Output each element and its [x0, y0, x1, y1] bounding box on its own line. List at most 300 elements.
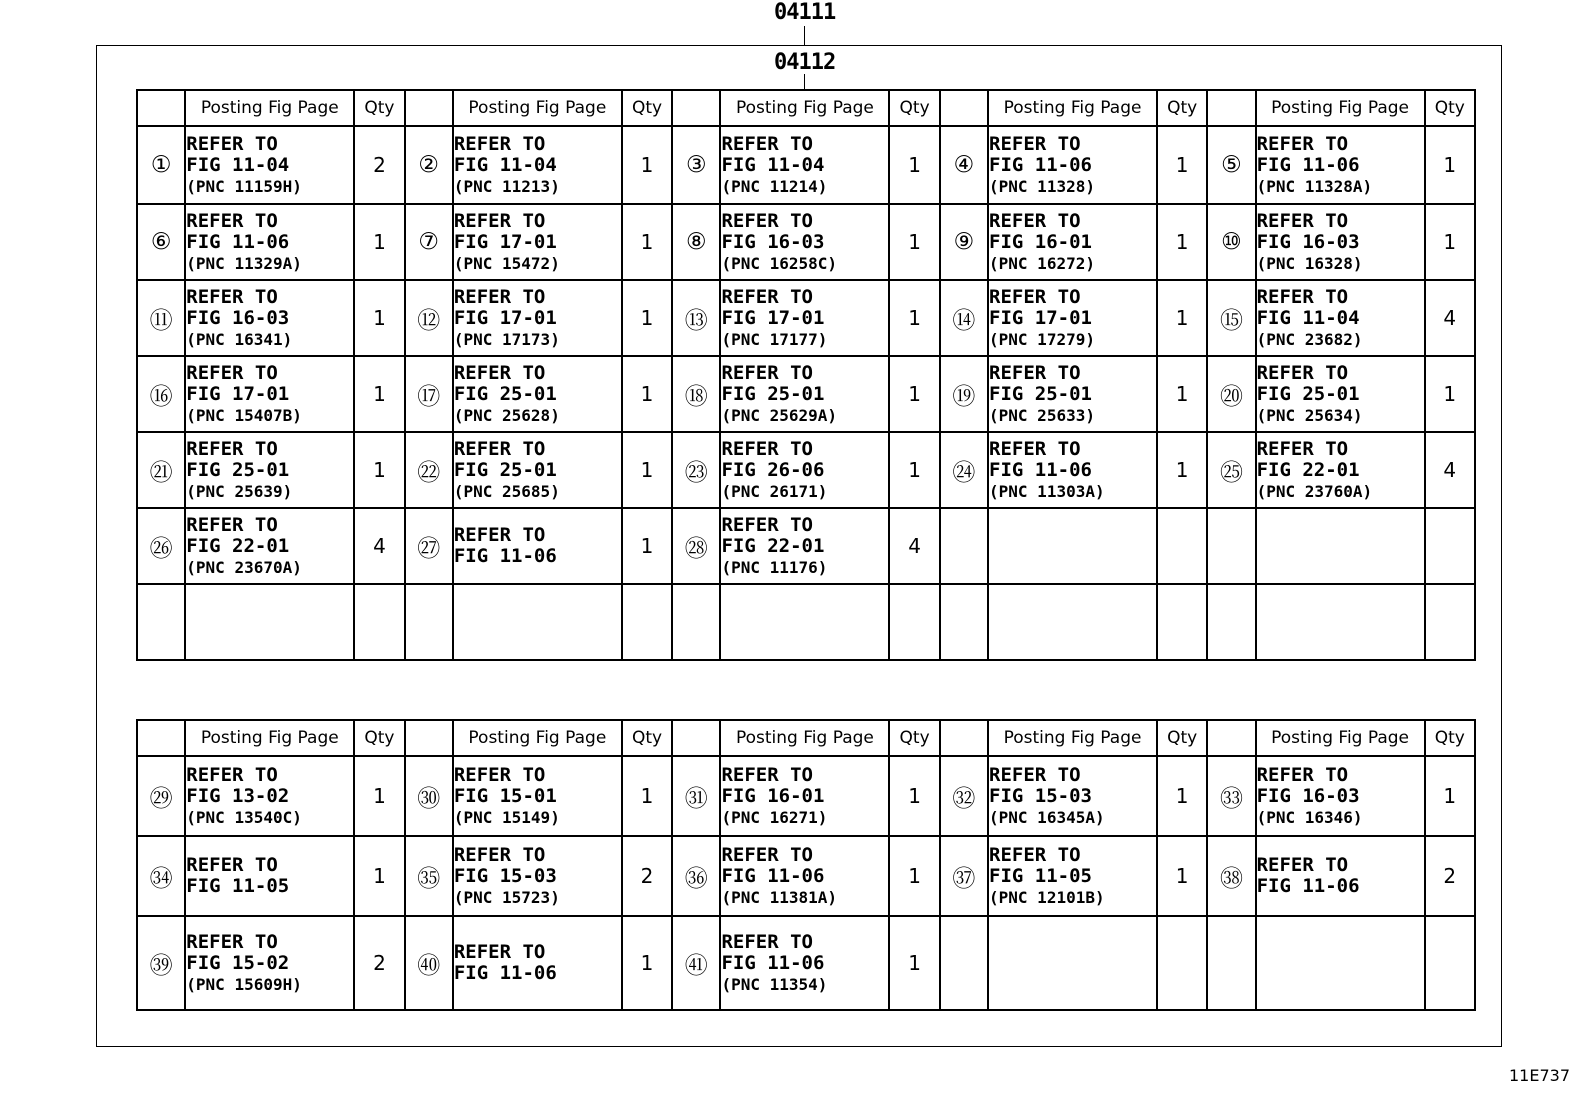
item-number: ㊴ — [137, 916, 185, 1010]
item-number: ㉔ — [940, 432, 988, 508]
item-number — [940, 508, 988, 584]
item-number: ⑧ — [672, 204, 720, 280]
refer-to-label: REFER TO — [186, 285, 278, 308]
refer-to-label: REFER TO — [1256, 132, 1349, 155]
refer-to-label: REFER TO — [721, 843, 813, 866]
fig-reference: FIG 11-06 — [186, 230, 290, 253]
item-number: ⑫ — [405, 280, 453, 356]
pnc-reference: (PNC 15609H) — [186, 974, 302, 994]
posting-reference — [453, 916, 622, 1010]
item-number: ④ — [940, 126, 988, 204]
posting-reference — [453, 280, 622, 356]
table-row — [137, 756, 1475, 836]
fig-reference: FIG 11-06 — [989, 458, 1092, 481]
posting-fig-page-header: Posting Fig Page — [720, 720, 889, 756]
qty-value — [889, 584, 939, 660]
posting-reference — [453, 508, 622, 584]
qty-value: 1 — [889, 356, 939, 432]
posting-reference — [1256, 756, 1425, 836]
posting-reference — [453, 836, 622, 916]
item-number — [137, 584, 185, 660]
qty-value: 4 — [354, 508, 404, 584]
posting-reference — [185, 280, 354, 356]
pnc-reference: (PNC 16346) — [1256, 807, 1363, 827]
refer-to-label: REFER TO — [989, 361, 1081, 384]
item-number: ㉙ — [137, 756, 185, 836]
posting-reference — [988, 432, 1157, 508]
pnc-reference: (PNC 25633) — [989, 405, 1095, 425]
pnc-reference: (PNC 23760A) — [1256, 481, 1373, 501]
refer-to-label: REFER TO — [721, 209, 813, 232]
number-header — [405, 720, 453, 756]
item-number — [940, 584, 988, 660]
item-number — [940, 916, 988, 1010]
posting-reference — [185, 126, 354, 204]
refer-to-label: REFER TO — [186, 513, 278, 536]
fig-reference: FIG 11-04 — [721, 153, 825, 176]
item-number: ⑱ — [672, 356, 720, 432]
qty-value — [1425, 916, 1475, 1010]
posting-reference — [1256, 126, 1425, 204]
pnc-reference: (PNC 23670A) — [186, 557, 302, 577]
pnc-reference: (PNC 13540C) — [186, 807, 302, 827]
pnc-reference: (PNC 16258C) — [721, 253, 838, 273]
fig-reference: FIG 17-01 — [453, 306, 557, 329]
pnc-reference: (PNC 16345A) — [989, 807, 1105, 827]
refer-to-label: REFER TO — [453, 763, 546, 786]
qty-value: 1 — [622, 204, 672, 280]
fig-reference: FIG 11-06 — [989, 153, 1092, 176]
qty-value: 1 — [1425, 356, 1475, 432]
qty-header: Qty — [1425, 720, 1475, 756]
fig-reference: FIG 15-03 — [453, 864, 557, 887]
callout-outer: 04111 — [774, 0, 836, 25]
qty-value: 1 — [889, 280, 939, 356]
qty-value — [1425, 508, 1475, 584]
item-number: ⑰ — [405, 356, 453, 432]
refer-to-label: REFER TO — [989, 285, 1081, 308]
qty-value: 1 — [354, 280, 404, 356]
refer-to-label: REFER TO — [721, 132, 813, 155]
posting-reference — [1256, 508, 1425, 584]
item-number: ㊶ — [672, 916, 720, 1010]
fig-reference: FIG 16-03 — [1256, 784, 1360, 807]
qty-value: 1 — [1425, 756, 1475, 836]
qty-value: 1 — [889, 756, 939, 836]
posting-reference — [185, 756, 354, 836]
pnc-reference: (PNC 12101B) — [989, 887, 1105, 907]
fig-reference: FIG 22-01 — [186, 534, 290, 557]
posting-reference — [453, 204, 622, 280]
refer-to-label: REFER TO — [453, 361, 546, 384]
posting-reference — [1256, 356, 1425, 432]
item-number: ㉜ — [940, 756, 988, 836]
qty-value: 1 — [354, 756, 404, 836]
posting-reference — [1256, 836, 1425, 916]
qty-value: 1 — [622, 356, 672, 432]
item-number: ㉛ — [672, 756, 720, 836]
qty-value: 4 — [889, 508, 939, 584]
item-number: ㊳ — [1207, 836, 1255, 916]
posting-reference — [453, 126, 622, 204]
fig-reference: FIG 11-06 — [1256, 875, 1360, 897]
qty-value: 1 — [1425, 126, 1475, 204]
pnc-reference: (PNC 17173) — [453, 329, 560, 349]
qty-value: 2 — [1425, 836, 1475, 916]
posting-fig-page-header: Posting Fig Page — [988, 90, 1157, 126]
qty-value: 1 — [354, 204, 404, 280]
pnc-reference: (PNC 11328A) — [1256, 176, 1373, 196]
table-row — [137, 508, 1475, 584]
refer-to-label: REFER TO — [186, 930, 278, 953]
pnc-reference: (PNC 16328) — [1256, 253, 1363, 273]
item-number: ② — [405, 126, 453, 204]
table-row — [137, 356, 1475, 432]
refer-to-label: REFER TO — [453, 285, 546, 308]
pnc-reference: (PNC 16272) — [989, 253, 1095, 273]
fig-reference: FIG 25-01 — [453, 458, 557, 481]
pnc-reference: (PNC 17177) — [721, 329, 828, 349]
refer-to-label: REFER TO — [989, 437, 1081, 460]
item-number: ⑨ — [940, 204, 988, 280]
posting-reference — [453, 584, 622, 660]
pnc-reference: (PNC 11159H) — [186, 176, 302, 196]
fig-reference: FIG 15-01 — [453, 784, 557, 807]
fig-reference: FIG 11-06 — [721, 951, 825, 974]
qty-value: 1 — [889, 126, 939, 204]
qty-value: 1 — [354, 356, 404, 432]
item-number: ㉖ — [137, 508, 185, 584]
refer-to-label: REFER TO — [453, 843, 546, 866]
qty-value: 1 — [889, 916, 939, 1010]
item-number: ⑪ — [137, 280, 185, 356]
item-number: ㉑ — [137, 432, 185, 508]
fig-reference: FIG 11-06 — [1256, 153, 1360, 176]
pnc-reference: (PNC 25634) — [1256, 405, 1363, 425]
item-number: ⑩ — [1207, 204, 1255, 280]
refer-to-label: REFER TO — [1256, 209, 1349, 232]
qty-value — [1157, 584, 1207, 660]
fig-reference: FIG 25-01 — [989, 382, 1092, 405]
qty-value — [354, 584, 404, 660]
number-header — [137, 720, 185, 756]
fig-reference: FIG 17-01 — [721, 306, 825, 329]
posting-fig-page-header: Posting Fig Page — [1256, 90, 1425, 126]
item-number: ㉒ — [405, 432, 453, 508]
item-number — [405, 584, 453, 660]
fig-reference: FIG 17-01 — [453, 230, 557, 253]
qty-value: 1 — [622, 756, 672, 836]
qty-value: 1 — [889, 204, 939, 280]
posting-reference — [720, 356, 889, 432]
qty-header: Qty — [354, 720, 404, 756]
fig-reference: FIG 11-05 — [989, 864, 1092, 887]
item-number: ⑳ — [1207, 356, 1255, 432]
qty-value — [1425, 584, 1475, 660]
posting-fig-page-header: Posting Fig Page — [453, 90, 622, 126]
number-header — [672, 720, 720, 756]
qty-header: Qty — [354, 90, 404, 126]
item-number: ㉗ — [405, 508, 453, 584]
qty-value: 1 — [354, 836, 404, 916]
fig-reference: FIG 11-06 — [721, 864, 825, 887]
item-number — [1207, 916, 1255, 1010]
item-number: ③ — [672, 126, 720, 204]
posting-reference — [988, 280, 1157, 356]
fig-reference: FIG 11-06 — [453, 962, 557, 984]
posting-reference — [720, 126, 889, 204]
item-number — [672, 584, 720, 660]
posting-reference — [988, 126, 1157, 204]
pnc-reference: (PNC 26171) — [721, 481, 828, 501]
posting-reference — [720, 508, 889, 584]
fig-reference: FIG 17-01 — [989, 306, 1092, 329]
item-number: ㉕ — [1207, 432, 1255, 508]
fig-reference: FIG 11-04 — [186, 153, 290, 176]
number-header — [405, 90, 453, 126]
posting-reference — [988, 508, 1157, 584]
number-header — [940, 90, 988, 126]
posting-reference — [988, 916, 1157, 1010]
refer-to-label: REFER TO — [186, 132, 278, 155]
qty-header: Qty — [889, 90, 939, 126]
posting-reference — [720, 756, 889, 836]
refer-to-label: REFER TO — [721, 361, 813, 384]
fig-reference: FIG 15-02 — [186, 951, 290, 974]
number-header — [672, 90, 720, 126]
qty-header: Qty — [1425, 90, 1475, 126]
posting-reference — [1256, 916, 1425, 1010]
posting-reference — [1256, 432, 1425, 508]
fig-reference: FIG 16-01 — [721, 784, 825, 807]
qty-value — [622, 584, 672, 660]
refer-to-label: REFER TO — [453, 437, 546, 460]
pnc-reference: (PNC 15407B) — [186, 405, 302, 425]
item-number: ⑯ — [137, 356, 185, 432]
leader-line-outer — [804, 26, 805, 46]
fig-reference: FIG 11-06 — [453, 545, 557, 567]
posting-reference — [988, 756, 1157, 836]
pnc-reference: (PNC 15472) — [453, 253, 560, 273]
pnc-reference: (PNC 15149) — [453, 807, 560, 827]
fig-reference: FIG 25-01 — [721, 382, 825, 405]
posting-reference — [185, 508, 354, 584]
fig-reference: FIG 16-03 — [186, 306, 290, 329]
posting-fig-page-header: Posting Fig Page — [1256, 720, 1425, 756]
refer-to-label: REFER TO — [1256, 763, 1349, 786]
item-number: ⑲ — [940, 356, 988, 432]
refer-to-label: REFER TO — [186, 361, 278, 384]
table-row — [137, 204, 1475, 280]
pnc-reference: (PNC 11214) — [721, 176, 828, 196]
item-number: ㉚ — [405, 756, 453, 836]
pnc-reference: (PNC 25628) — [453, 405, 560, 425]
reference-table-1 — [136, 89, 1476, 661]
fig-reference: FIG 22-01 — [1256, 458, 1360, 481]
number-header — [137, 90, 185, 126]
number-header — [1207, 90, 1255, 126]
item-number: ⑭ — [940, 280, 988, 356]
fig-reference: FIG 25-01 — [453, 382, 557, 405]
item-number: ⑤ — [1207, 126, 1255, 204]
qty-header: Qty — [889, 720, 939, 756]
qty-header: Qty — [622, 90, 672, 126]
item-number — [1207, 584, 1255, 660]
item-number: ㊱ — [672, 836, 720, 916]
qty-header: Qty — [1157, 90, 1207, 126]
pnc-reference: (PNC 11176) — [721, 557, 828, 577]
qty-value: 4 — [1425, 432, 1475, 508]
refer-to-label: REFER TO — [721, 285, 813, 308]
pnc-reference: (PNC 25685) — [453, 481, 560, 501]
refer-to-label: REFER TO — [186, 763, 278, 786]
refer-to-label: REFER TO — [186, 437, 278, 460]
qty-header: Qty — [622, 720, 672, 756]
item-number: ① — [137, 126, 185, 204]
fig-reference: FIG 11-04 — [453, 153, 557, 176]
table-row — [137, 432, 1475, 508]
pnc-reference: (PNC 11381A) — [721, 887, 838, 907]
number-header — [940, 720, 988, 756]
posting-reference — [185, 916, 354, 1010]
posting-reference — [720, 280, 889, 356]
fig-reference: FIG 25-01 — [1256, 382, 1360, 405]
item-number: ⑦ — [405, 204, 453, 280]
fig-reference: FIG 25-01 — [186, 458, 290, 481]
qty-value: 1 — [1425, 204, 1475, 280]
posting-reference — [720, 584, 889, 660]
fig-reference: FIG 16-01 — [989, 230, 1092, 253]
refer-to-label: REFER TO — [721, 763, 813, 786]
callout-inner: 04112 — [774, 50, 836, 75]
fig-reference: FIG 11-04 — [1256, 306, 1360, 329]
pnc-reference: (PNC 11303A) — [989, 481, 1105, 501]
qty-value: 1 — [889, 432, 939, 508]
fig-reference: FIG 22-01 — [721, 534, 825, 557]
qty-value: 1 — [622, 280, 672, 356]
qty-header: Qty — [1157, 720, 1207, 756]
refer-to-label: REFER TO — [989, 209, 1081, 232]
qty-value: 1 — [1157, 126, 1207, 204]
qty-value: 2 — [622, 836, 672, 916]
refer-to-label: REFER TO — [453, 524, 546, 546]
item-number: ㉝ — [1207, 756, 1255, 836]
refer-to-label: REFER TO — [186, 854, 278, 876]
fig-reference: FIG 16-03 — [721, 230, 825, 253]
item-number: ㉟ — [405, 836, 453, 916]
posting-reference — [185, 432, 354, 508]
refer-to-label: REFER TO — [721, 513, 813, 536]
table-row — [137, 584, 1475, 660]
pnc-reference: (PNC 23682) — [1256, 329, 1363, 349]
table-row — [137, 280, 1475, 356]
qty-value: 2 — [354, 126, 404, 204]
table-header-row — [137, 720, 1475, 756]
fig-reference: FIG 11-05 — [186, 875, 290, 897]
pnc-reference: (PNC 16341) — [186, 329, 293, 349]
posting-fig-page-header: Posting Fig Page — [185, 90, 354, 126]
leader-line-inner — [804, 74, 805, 90]
posting-reference — [453, 756, 622, 836]
pnc-reference: (PNC 11213) — [453, 176, 560, 196]
figure-code: 11E737 — [1508, 1066, 1570, 1085]
reference-table-2 — [136, 719, 1476, 1011]
posting-reference — [185, 356, 354, 432]
table-header-row — [137, 90, 1475, 126]
item-number: ⑮ — [1207, 280, 1255, 356]
fig-reference: FIG 16-03 — [1256, 230, 1360, 253]
posting-reference — [988, 584, 1157, 660]
qty-value: 2 — [354, 916, 404, 1010]
qty-value: 4 — [1425, 280, 1475, 356]
qty-value — [1157, 508, 1207, 584]
posting-reference — [1256, 584, 1425, 660]
posting-reference — [720, 836, 889, 916]
posting-reference — [1256, 280, 1425, 356]
pnc-reference: (PNC 25639) — [186, 481, 293, 501]
qty-value: 1 — [1157, 204, 1207, 280]
pnc-reference: (PNC 17279) — [989, 329, 1095, 349]
posting-reference — [185, 204, 354, 280]
item-number: ㉓ — [672, 432, 720, 508]
posting-fig-page-header: Posting Fig Page — [988, 720, 1157, 756]
item-number: ㉞ — [137, 836, 185, 916]
qty-value: 1 — [622, 432, 672, 508]
posting-reference — [453, 432, 622, 508]
item-number — [1207, 508, 1255, 584]
pnc-reference: (PNC 11354) — [721, 974, 828, 994]
qty-value: 1 — [1157, 836, 1207, 916]
item-number: ㉘ — [672, 508, 720, 584]
pnc-reference: (PNC 25629A) — [721, 405, 838, 425]
qty-value: 1 — [1157, 280, 1207, 356]
table-row — [137, 126, 1475, 204]
fig-reference: FIG 13-02 — [186, 784, 290, 807]
refer-to-label: REFER TO — [989, 763, 1081, 786]
fig-reference: FIG 26-06 — [721, 458, 825, 481]
posting-reference — [988, 356, 1157, 432]
item-number: ⑥ — [137, 204, 185, 280]
posting-reference — [720, 916, 889, 1010]
refer-to-label: REFER TO — [186, 209, 278, 232]
posting-reference — [988, 836, 1157, 916]
posting-reference — [453, 356, 622, 432]
fig-reference: FIG 17-01 — [186, 382, 290, 405]
refer-to-label: REFER TO — [989, 132, 1081, 155]
table-row — [137, 836, 1475, 916]
fig-reference: FIG 15-03 — [989, 784, 1092, 807]
qty-value — [1157, 916, 1207, 1010]
refer-to-label: REFER TO — [989, 843, 1081, 866]
item-number: ㊵ — [405, 916, 453, 1010]
posting-reference — [185, 836, 354, 916]
pnc-reference: (PNC 11329A) — [186, 253, 302, 273]
refer-to-label: REFER TO — [1256, 361, 1349, 384]
item-number: ㊲ — [940, 836, 988, 916]
qty-value: 1 — [622, 916, 672, 1010]
refer-to-label: REFER TO — [1256, 854, 1349, 876]
refer-to-label: REFER TO — [453, 209, 546, 232]
pnc-reference: (PNC 16271) — [721, 807, 828, 827]
posting-reference — [720, 432, 889, 508]
posting-fig-page-header: Posting Fig Page — [453, 720, 622, 756]
qty-value: 1 — [622, 508, 672, 584]
refer-to-label: REFER TO — [1256, 285, 1349, 308]
posting-fig-page-header: Posting Fig Page — [185, 720, 354, 756]
pnc-reference: (PNC 11328) — [989, 176, 1095, 196]
qty-value: 1 — [1157, 432, 1207, 508]
refer-to-label: REFER TO — [453, 132, 546, 155]
